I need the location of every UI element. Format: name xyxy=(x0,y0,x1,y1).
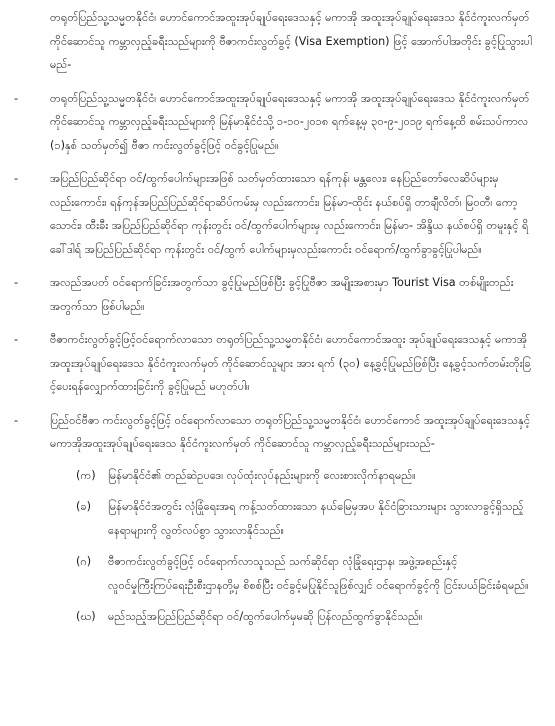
bullet-text: ဗီဇာကင်းလွတ်ခွင့်ဖြင့်ဝင်ရောက်လာသော တရုတ်ပြည်သူ့သမ္မတနိုင်ငံ၊ ဟောင်ကောင်အထူး အုပ်ချုပ်ရေးဒေသနှင့် မကာအို အထူးအုပ်ချုပ်ရေးဒေသ နိုင်ငံကူးလက်မှတ် ကိုင်ဆောင်သူများ အား ရက် (၃၀) နေ့ခွင့်ပြုမည်ဖြစ်ပြီး နေ့ခွင့်သက်တမ်းတိုးခြင့်ပေးရန်လျှောက်ထားခြင်းကို ခွင့်ပြုမည် မဟုတ်ပါ။ xyxy=(50,333,531,393)
bullet-text: တရုတ်ပြည်သူ့သမ္မတနိုင်ငံ၊ ဟောင်ကောင်အထူးအုပ်ချုပ်ရေးဒေသနှင့် မကာအို အထူးအုပ်ချုပ်ရေးဒေသ နိုင်ငံကူးလက်မှတ်ကိုင်ဆောင်သူ ကမ္ဘာလှည့်ခရီးသည်များကို မြန်မာနိုင်ငံသို့ ၁-၁၀-၂၀၁၈ ရက်နေ့မှ ၃၀-၉-၂၀၁၉ ရက်နေ့ထိ စမ်းသပ်ကာလ (၁)နှစ် သတ်မှတ်၍ ဗီဇာ ကင်းလွတ်ခွင့်ဖြင့် ဝင်ခွင့်ပြုမည်။ xyxy=(50,91,530,152)
sub-item xyxy=(14,605,533,629)
sub-item xyxy=(14,495,533,542)
bullet-item xyxy=(14,87,533,158)
bullet-dash: - xyxy=(14,91,19,105)
bullet-item xyxy=(14,271,533,318)
sub-item-number: (ဃ) xyxy=(76,610,96,623)
sub-item xyxy=(14,550,533,597)
sub-item-text: မည်သည့်အပြည်ပြည်ဆိုင်ရာ ဝင်/ထွက်ပေါက်မှမဆို ပြန်လည်ထွက်ခွာနိုင်သည်။ xyxy=(108,610,423,623)
sub-item-number: (ခ) xyxy=(76,500,92,513)
sub-item-number: (က) xyxy=(76,468,96,482)
bullet-dash: - xyxy=(14,276,19,289)
bullet-text: ပြည်ဝင်ဗီဇာ ကင်းလွတ်ခွင့်ဖြင့် ဝင်ရောက်လာသော တရုတ်ပြည်သူ့သမ္မတနိုင်ငံ၊ ဟောင်ကောင် အထူးအုပ်ချုပ်ရေးဒေသနှင့် မကာအိုအထူးအုပ်ချုပ်ရေးဒေသ နိုင်ငံကူးလက်မှတ် ကိုင်ဆောင်သူ ကမ္ဘာလှည့်ခရီးသည်များသည်- xyxy=(50,413,531,450)
sub-item-text: ဗီဇာကင်းလွတ်ခွင့်ဖြင့် ဝင်ရောက်လာသူသည် သက်ဆိုင်ရာ လုံခြုံရေးဌာန၊ အဖွဲ့အစည်းနှင့်လူဝင်မှုကြီးကြပ်ရေးဦးစီးဌာနတို့မှ စိစစ်ပြီး ဝင်ခွင့်မပြုနိုင်သူဖြစ်လျှင် ဝင်ရောက်ခွင့်ကို ငြင်းပယ်ခြင်းခံရမည်။ xyxy=(108,555,529,592)
sub-item xyxy=(14,464,533,488)
bullet-item xyxy=(14,409,533,456)
bullet-dash: - xyxy=(14,172,19,185)
sub-item-text: မြန်မာနိုင်ငံ၏ တည်ဆဲဥပဒေ၊ လုပ်ထုံးလုပ်နည်းများကို လေးစားလိုက်နာရမည်။ xyxy=(108,468,416,482)
bullet-text: အပြည်ပြည်ဆိုင်ရာ ဝင်/ထွက်ပေါက်များအဖြစ် သတ်မှတ်ထားသော ရန်ကုန်၊ မန္တလေး၊ နေပြည်တော်လေဆိပ်များမှ လည်းကောင်း၊ ရန်ကုန်အပြည်ပြည်ဆိုင်ရာဆိပ်ကမ်းမှ လည်းကောင်း၊ မြန်မာ-ထိုင်း နယ်စပ်ရှိ တာချီလိတ်၊ မြဝတီ၊ ကော့သောင်း၊ ထီးခီး အပြည်ပြည်ဆိုင်ရာ ကုန်းတွင်း ဝင်/ထွက်ပေါက်များမှ လည်းကောင်း၊ မြန်မာ- အိန္ဒိယ နယ်စပ်ရှိ တမူးနှင့် ရိခေါ်ဒါရ် အပြည်ပြည်ဆိုင်ရာ ကုန်းတွင်း ဝင်/ထွက် ပေါက်များမှလည်းကောင်း ဝင်ရောက်/ထွက်ခွာခွင့်ပြုပါမည်။ xyxy=(50,172,529,256)
sub-item-text: မြန်မာနိုင်ငံအတွင်း လုံခြုံရေးအရ ကန့်သတ်ထားသော နယ်မြေမှအပ နိုင်ငံခြားသားများ သွားလာခွင့်ရှိသည့် နေရာများကို လွတ်လပ်စွာ သွားလာနိုင်သည်။ xyxy=(108,500,524,537)
bullet-item xyxy=(14,167,533,261)
sub-item-number: (ဂ) xyxy=(76,555,92,568)
intro-paragraph: တရုတ်ပြည်သူ့သမ္မတနိုင်ငံ၊ ဟောင်ကောင်အထူးအုပ်ချုပ်ရေးဒေသနှင့် မကာအို အထူးအုပ်ချုပ်ရေးဒေသ နိုင်ငံကူးလက်မှတ်ကိုင်ဆောင်သူ ကမ္ဘာလှည့်ခရီးသည်များကို ဗီဇာကင်းလွတ်ခွင့် (Visa Exemption) ဖြင့် အောက်ပါအတိုင်း ခွင့်ပြုသွားပါမည်- xyxy=(50,11,532,71)
bullet-dash: - xyxy=(14,413,19,427)
bullet-dash: - xyxy=(14,333,19,346)
bullet-text: အလည်အပတ် ဝင်ရောက်ခြင်းအတွက်သာ ခွင့်ပြုမည်ဖြစ်ပြီး ခွင့်ပြုဗီဇာ အမျိုးအစားမှာ Tourist Visa တစ်မျိုးတည်းအတွက်သာ ဖြစ်ပါမည်။ xyxy=(50,276,514,313)
bullet-item xyxy=(14,328,533,399)
